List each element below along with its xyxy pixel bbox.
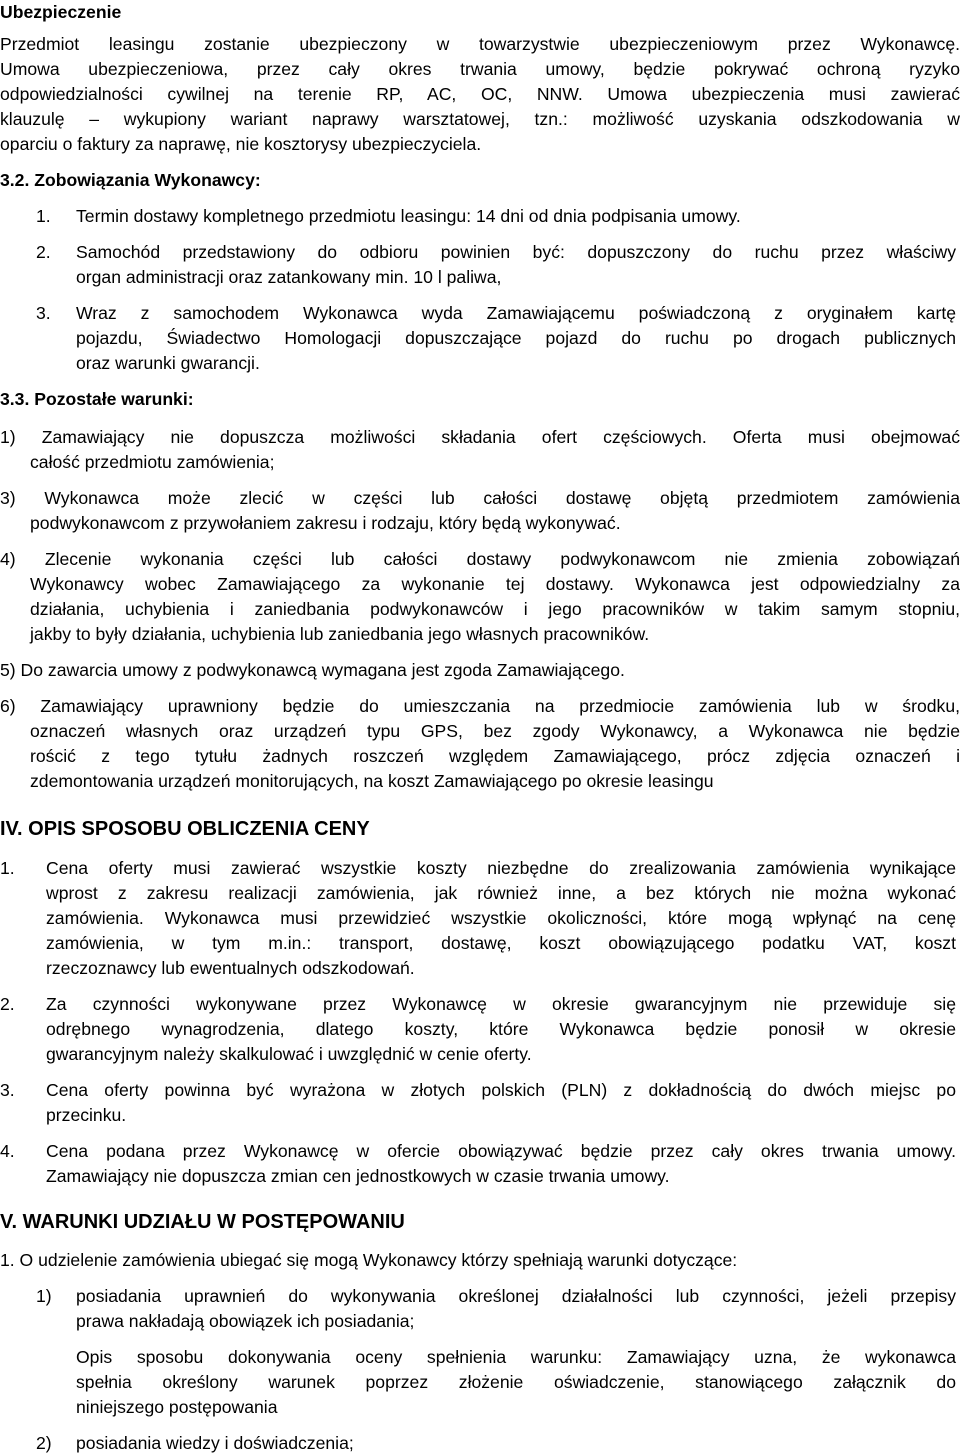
text-line: zdemontowania urządzeń monitorujących, na koszt Zamawiającego po okresie leasingu [30,771,714,791]
text-line: posiadania wiedzy i doświadczenia; [76,1433,354,1453]
text-line: Wraz z samochodem Wykonawca wyda Zamawiającemu poświadczoną z oryginałem kartę [76,303,956,323]
text-line: Cena oferty musi zawierać wszystkie koszty niezbędne do zrealizowania zamówienia wynikające [46,858,956,878]
text-line: klauzulę – wykupiony wariant naprawy warsztatowej, tzn.: możliwość uzyskania odszkodowania w [0,109,960,129]
text-line: 1) [36,1286,52,1306]
text-line: 1) Zamawiający nie dopuszcza możliwości składania ofert częściowych. Oferta musi obejmować [0,427,960,447]
text-line: jakby to były działania, uchybienia lub zaniedbania jego własnych pracowników. [30,624,650,644]
text-line: oparciu o faktury za naprawę, nie kosztorysy ubezpieczyciela. [0,134,482,154]
text-line: wprost z zakresu realizacji zamówienia, jak również inne, a bez których nie można wykonać [46,883,956,903]
text-line: oznaczeń własnych oraz urządzeń typu GPS, bez zgody Wykonawcy, a Wykonawca nie będzie [30,721,960,741]
text-line: całość przedmiotu zamówienia; [30,452,275,472]
text-line: organ administracji oraz zatankowany min. 10 l paliwa, [76,267,502,287]
text-line: działania, uchybienia i zaniedbania podwykonawców i jego pracowników w takim samym stopniu, [30,599,960,619]
text-line: Opis sposobu dokonywania oceny spełnienia warunku: Zamawiający uzna, że wykonawca [76,1347,956,1367]
text-line: zamówienia. Wykonawca musi przewidzieć wszystkie okoliczności, które mogą wpłynąć na cenę [46,908,956,928]
text-line: prawa nakładają obowiązek ich posiadania; [76,1311,415,1331]
text-line: Wykonawcy wobec Zamawiającego za wykonanie tej dostawy. Wykonawca jest odpowiedzialny za [30,574,960,594]
text-line: 2) [36,1433,52,1453]
text-line: rościć z tego tytułu żadnych roszczeń względem Zamawiającego, prócz zdjęcia oznaczeń i [30,746,960,766]
text-line: 4. [0,1141,15,1161]
text-line: 3) Wykonawca może zlecić w części lub całości dostawę objętą przedmiotem zamówienia [0,488,960,508]
text-line: oraz warunki gwarancji. [76,353,260,373]
text-line: IV. OPIS SPOSOBU OBLICZENIA CENY [0,818,370,840]
text-line: 4) Zlecenie wykonania części lub całości dostawy podwykonawcom nie zmienia zobowiązań [0,549,960,569]
text-line: odrębnego wynagrodzenia, dlatego koszty, które Wykonawca będzie ponosił w okresie [46,1019,956,1039]
text-line: pojazdu, Świadectwo Homologacji dopuszczające pojazd do ruchu po drogach publicznych [76,328,956,348]
text-line: 3. [36,303,51,323]
text-line: odpowiedzialności cywilnej na terenie RP, AC, OC, NNW. Umowa ubezpieczenia musi zawierać [0,84,960,104]
text-line: 6) Zamawiający uprawniony będzie do umieszczania na przedmiocie zamówienia lub w środku, [0,696,960,716]
text-line: posiadania uprawnień do wykonywania określonej działalności lub czynności, jeżeli przepisy [76,1286,956,1306]
text-line: Samochód przedstawiony do odbioru powinien być: dopuszczony do ruchu przez właściwy [76,242,956,262]
text-line: gwarancyjnym należy skalkulować i uwzględnić w cenie oferty. [46,1044,532,1064]
text-line: 3.3. Pozostałe warunki: [0,389,194,409]
text-line: 1. [36,206,51,226]
text-line: 3.2. Zobowiązania Wykonawcy: [0,170,261,190]
text-line: Cena podana przez Wykonawcę w ofercie obowiązywać będzie przez cały okres trwania umowy. [46,1141,956,1161]
text-line: rzeczoznawcy lub ewentualnych odszkodowań. [46,958,415,978]
text-line: podwykonawcom z przywołaniem zakresu i rodzaju, który będą wykonywać. [30,513,621,533]
text-line: Przedmiot leasingu zostanie ubezpieczony w towarzystwie ubezpieczeniowym przez Wykonawcę. [0,34,960,54]
text-line: przecinku. [46,1105,127,1125]
text-line: niniejszego postępowania [76,1397,278,1417]
text-line: Umowa ubezpieczeniowa, przez cały okres trwania umowy, będzie pokrywać ochroną ryzyko [0,59,960,79]
text-line: spełnia określony warunek poprzez złożenie oświadczenie, stanowiącego załącznik do [76,1372,956,1392]
text-line: 5) Do zawarcia umowy z podwykonawcą wymagana jest zgoda Zamawiającego. [0,660,625,680]
text-line: Za czynności wykonywane przez Wykonawcę w okresie gwarancyjnym nie przewiduje się [46,994,956,1014]
text-line: Zamawiający nie dopuszcza zmian cen jednostkowych w czasie trwania umowy. [46,1166,670,1186]
text-line: Termin dostawy kompletnego przedmiotu leasingu: 14 dni od dnia podpisania umowy. [76,206,741,226]
text-line: 1. [0,858,15,878]
text-line: 1. O udzielenie zamówienia ubiegać się mogą Wykonawcy którzy spełniają warunki dotyczące: [0,1250,738,1270]
text-line: Ubezpieczenie [0,2,122,22]
text-line: Cena oferty powinna być wyrażona w złotych polskich (PLN) z dokładnością do dwóch miejsc po [46,1080,956,1100]
text-line: 2. [0,994,15,1014]
text-line: zamówienia, w tym m.in.: transport, dostawę, koszt obowiązującego podatku VAT, koszt [46,933,956,953]
text-line: 2. [36,242,51,262]
text-line: V. WARUNKI UDZIAŁU W POSTĘPOWANIU [0,1211,405,1233]
text-line: 3. [0,1080,15,1100]
